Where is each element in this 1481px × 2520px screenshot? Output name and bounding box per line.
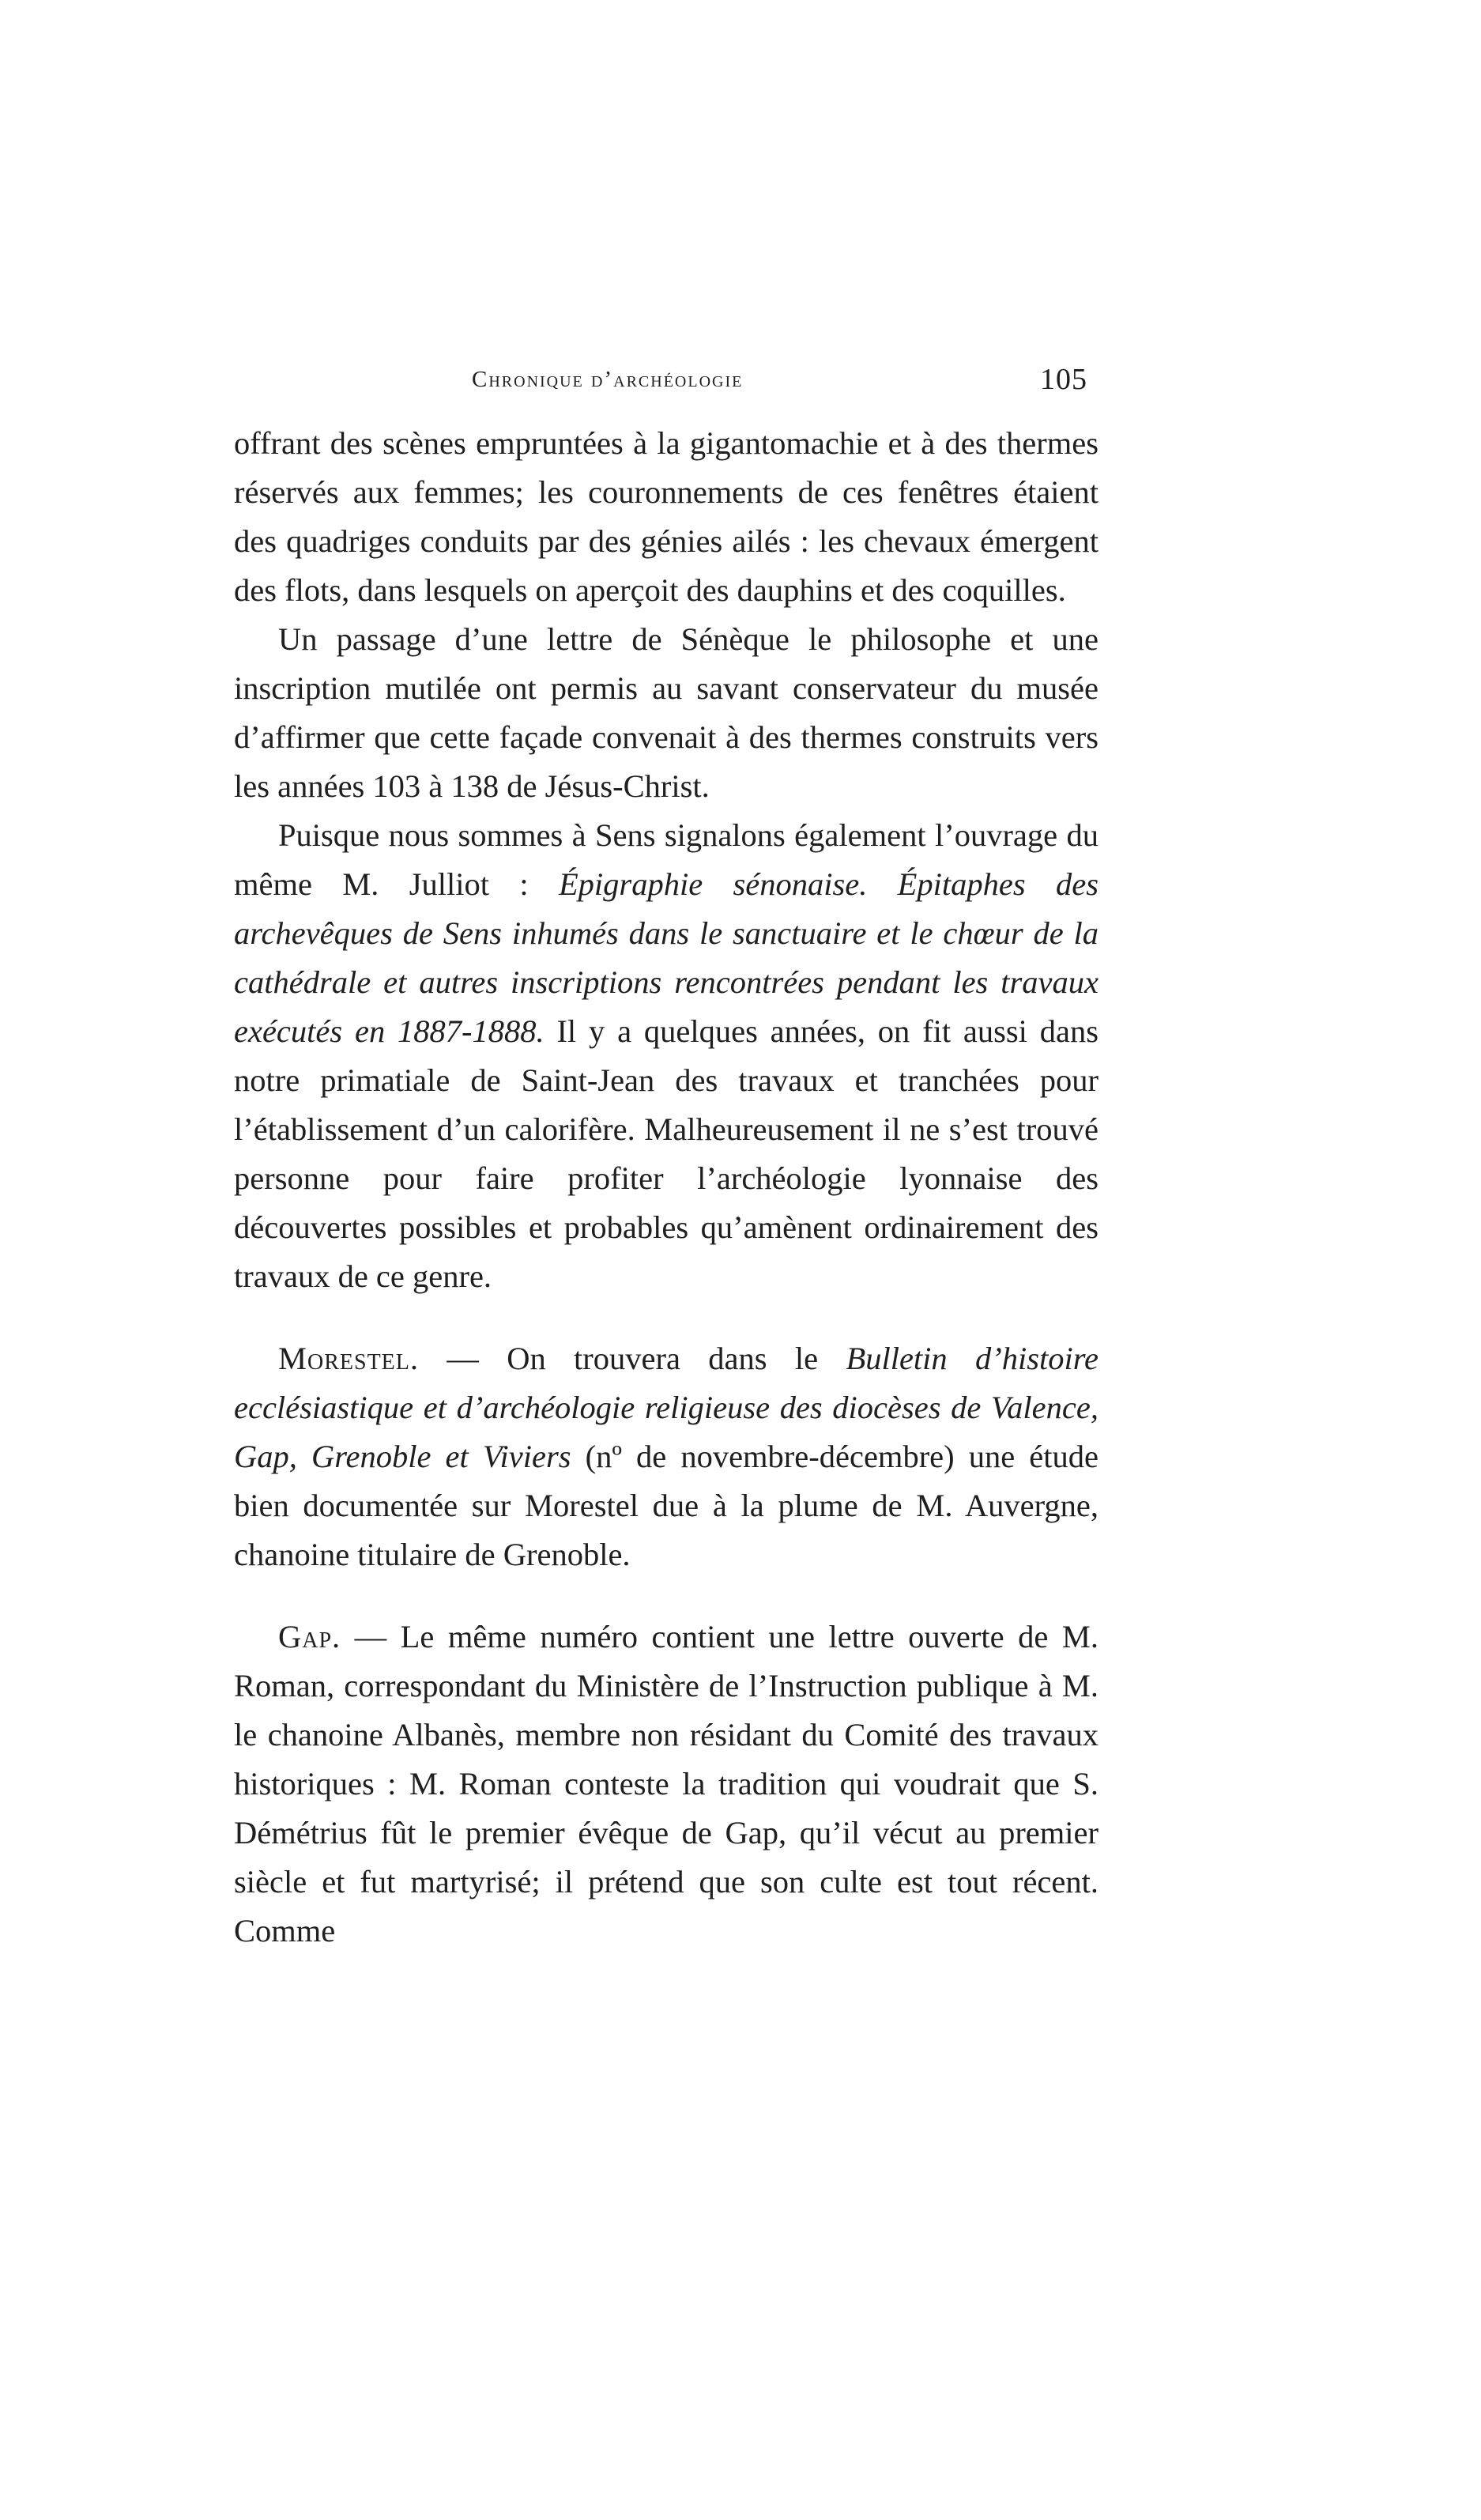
page-number: 105 — [1040, 363, 1087, 396]
paragraph-morestel-intro: — On trouvera dans le — [419, 1341, 846, 1376]
bulletin-title: Bulletin d’histoire ecclésiastique et d’archéologie religieuse des diocèses de Valence, Gap, Grenoble et Viviers — [234, 1341, 1099, 1474]
paragraph-morestel-rest: (nº de novembre-décembre) une étude bien documentée sur Morestel due à la plume de M. Auvergne, chanoine titulaire de Grenoble. — [234, 1439, 1099, 1572]
paragraph-julliot — [234, 811, 1099, 1301]
book-title-epigraphie: Épigraphie sénonaise. Épitaphes des archevêques de Sens inhumés dans le sanctuaire et le chœur de la cathédrale et autres inscriptions rencontrées pendant les travaux exécutés en 1887-1888. — [234, 866, 1099, 1049]
paragraph-morestel — [234, 1334, 1099, 1579]
body-text — [234, 419, 1099, 1956]
running-title: Chronique d’archéologie — [472, 367, 744, 392]
paragraph-seneque: Un passage d’une lettre de Sénèque le philosophe et une inscription mutilée ont permis au savant conservateur du musée d’affirmer que cette façade convenait à des thermes construits vers les années 103 à 138 de Jésus-Christ. — [234, 621, 1099, 804]
paragraph-julliot-rest: Il y a quelques années, on fit aussi dans notre primatiale de Saint-Jean des travaux et tranchées pour l’établissement d’un calorifère. Malheureusement il ne s’est trouvé personne pour faire profiter l’archéologie lyonnaise des découvertes possibles et probables qu’amènent ordinairement des travaux de ce genre. — [234, 1013, 1099, 1294]
section-lead-gap: Gap. — [278, 1619, 341, 1654]
paragraph-thermes-continued: offrant des scènes empruntées à la gigantomachie et à des thermes réservés aux femmes; les couronnements de ces fenêtres étaient des quadriges conduits par des génies ailés : les chevaux émergent des flots, dans lesquels on aperçoit des dauphins et des coquilles. — [234, 425, 1099, 608]
paragraph-gap-text: — Le même numéro contient une lettre ouverte de M. Roman, correspondant du Ministère de l’Instruction publique à M. le chanoine Albanès, membre non résidant du Comité des travaux historiques : M. Roman conteste la tradition qui voudrait que S. Démétrius fût le premier évêque de Gap, qu’il vécut au premier siècle et fut martyrisé; il prétend que son culte est tout récent. Comme — [234, 1619, 1099, 1948]
running-head — [231, 362, 1099, 409]
section-lead-morestel: Morestel. — [278, 1341, 420, 1376]
paragraph-gap — [234, 1613, 1099, 1956]
paragraph-julliot-intro: Puisque nous sommes à Sens signalons également l’ouvrage du même M. Julliot : — [234, 817, 1099, 902]
